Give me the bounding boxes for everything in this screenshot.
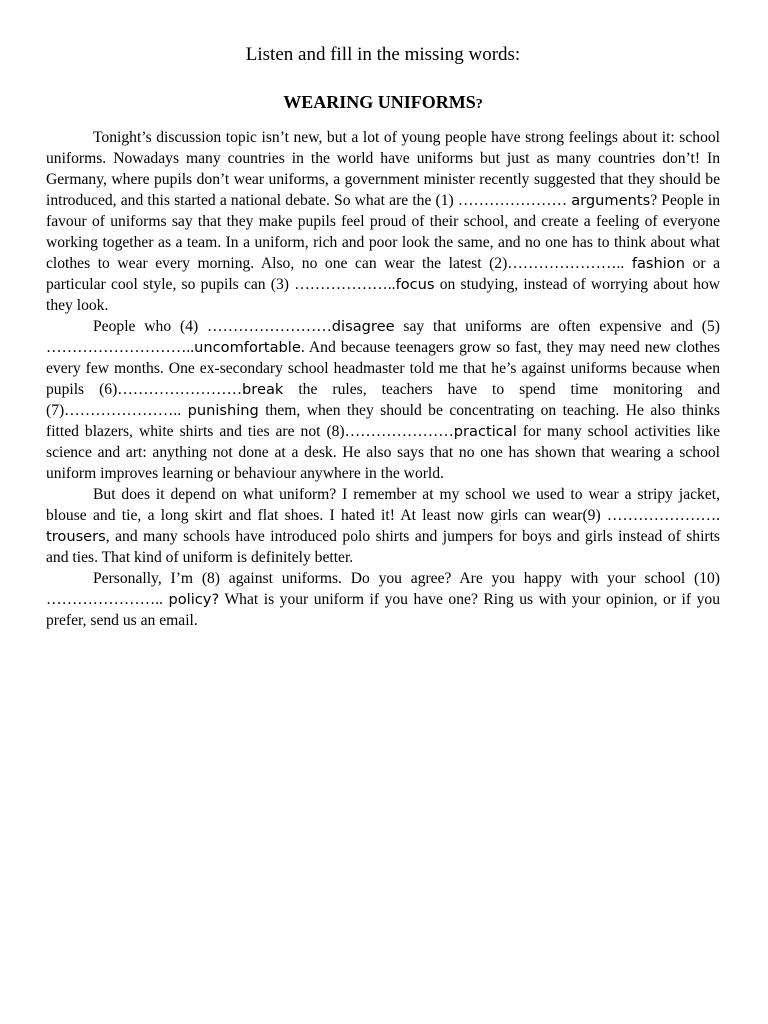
page-title [46,90,720,117]
paragraph-text: Tonight’s discussion topic isn’t new, but a lot of young people have strong feelings about it: school uniforms. Nowadays many countries in the world have uniforms but just as many countries don’t! In Germany, where pupils don’t wear uniforms, a government minister recently suggested that they should be introduced, and this started a national debate. So what are the (1) ………………… [46,129,720,209]
paragraph-text: for many school activities like science and art: anything not done at a desk. He also says that no one has shown that wearing a school uniform improves learning or behaviour anywhere in the world. [46,423,720,482]
answer-word: focus [395,276,435,293]
instruction-heading: Listen and fill in the missing words: [245,44,521,65]
paragraph-text: Personally, I’m (8) against uniforms. Do you agree? Are you happy with your school (10) ………………….. [46,570,720,608]
answer-word: disagree [331,318,395,335]
paragraph [46,484,720,568]
paragraph [46,316,720,484]
worksheet-page [46,42,720,631]
paragraph-text: , and many schools have introduced polo shirts and jumpers for boys and girls instead of shirts and ties. That kind of uniform is definitely better. [46,528,720,566]
paragraph-text: People who (4) …………………… [93,318,332,335]
answer-word: trousers [46,528,106,545]
paragraph-text: on studying, instead of worrying about how they look. [46,276,720,314]
answer-word: punishing [187,402,259,419]
answer-word: arguments [571,192,651,209]
paragraph-text: . And because teenagers grow so fast, they may need new clothes every few months. One ex-secondary school headmaster told me that he’s against uniforms because when pupils (6)…………………… [46,339,720,398]
answer-word: practical [453,423,517,440]
answer-word: break [242,381,284,398]
paragraph-text: them, when they should be concentrating on teaching. He also thinks fitted blazers, white shirts and ties are not (8)………………… [46,402,720,440]
title-text: WEARING UNIFORMS [283,92,476,112]
article-body [46,127,720,631]
paragraph [46,568,720,631]
paragraph-text: or a particular cool style, so pupils can (3) ……………….. [46,255,721,293]
answer-word: uncomfortable [194,339,301,356]
title-question-mark: ? [475,97,483,112]
paragraph-text: say that uniforms are often expensive and (5) ……………………….. [46,318,720,356]
answer-word: policy? [168,591,220,608]
paragraph-text: ? People in favour of uniforms say that they make pupils feel proud of their school, and create a feeling of everyone working together as a team. In a uniform, rich and poor look the same, and no one has to think about what clothes to wear every morning. Also, no one can wear the latest (2)………………….. [46,192,720,272]
answer-word: fashion [631,255,685,272]
paragraph-text: the rules, teachers have to spend time monitoring and (7)………………….. [46,381,720,419]
paragraph-text: What is your uniform if you have one? Ring us with your opinion, or if you prefer, send us an email. [46,591,720,629]
paragraph-text: But does it depend on what uniform? I remember at my school we used to wear a stripy jacket, blouse and tie, a long skirt and flat shoes. I hated it! At least now girls can wear(9) …………………. [46,486,720,524]
paragraph [46,127,720,316]
